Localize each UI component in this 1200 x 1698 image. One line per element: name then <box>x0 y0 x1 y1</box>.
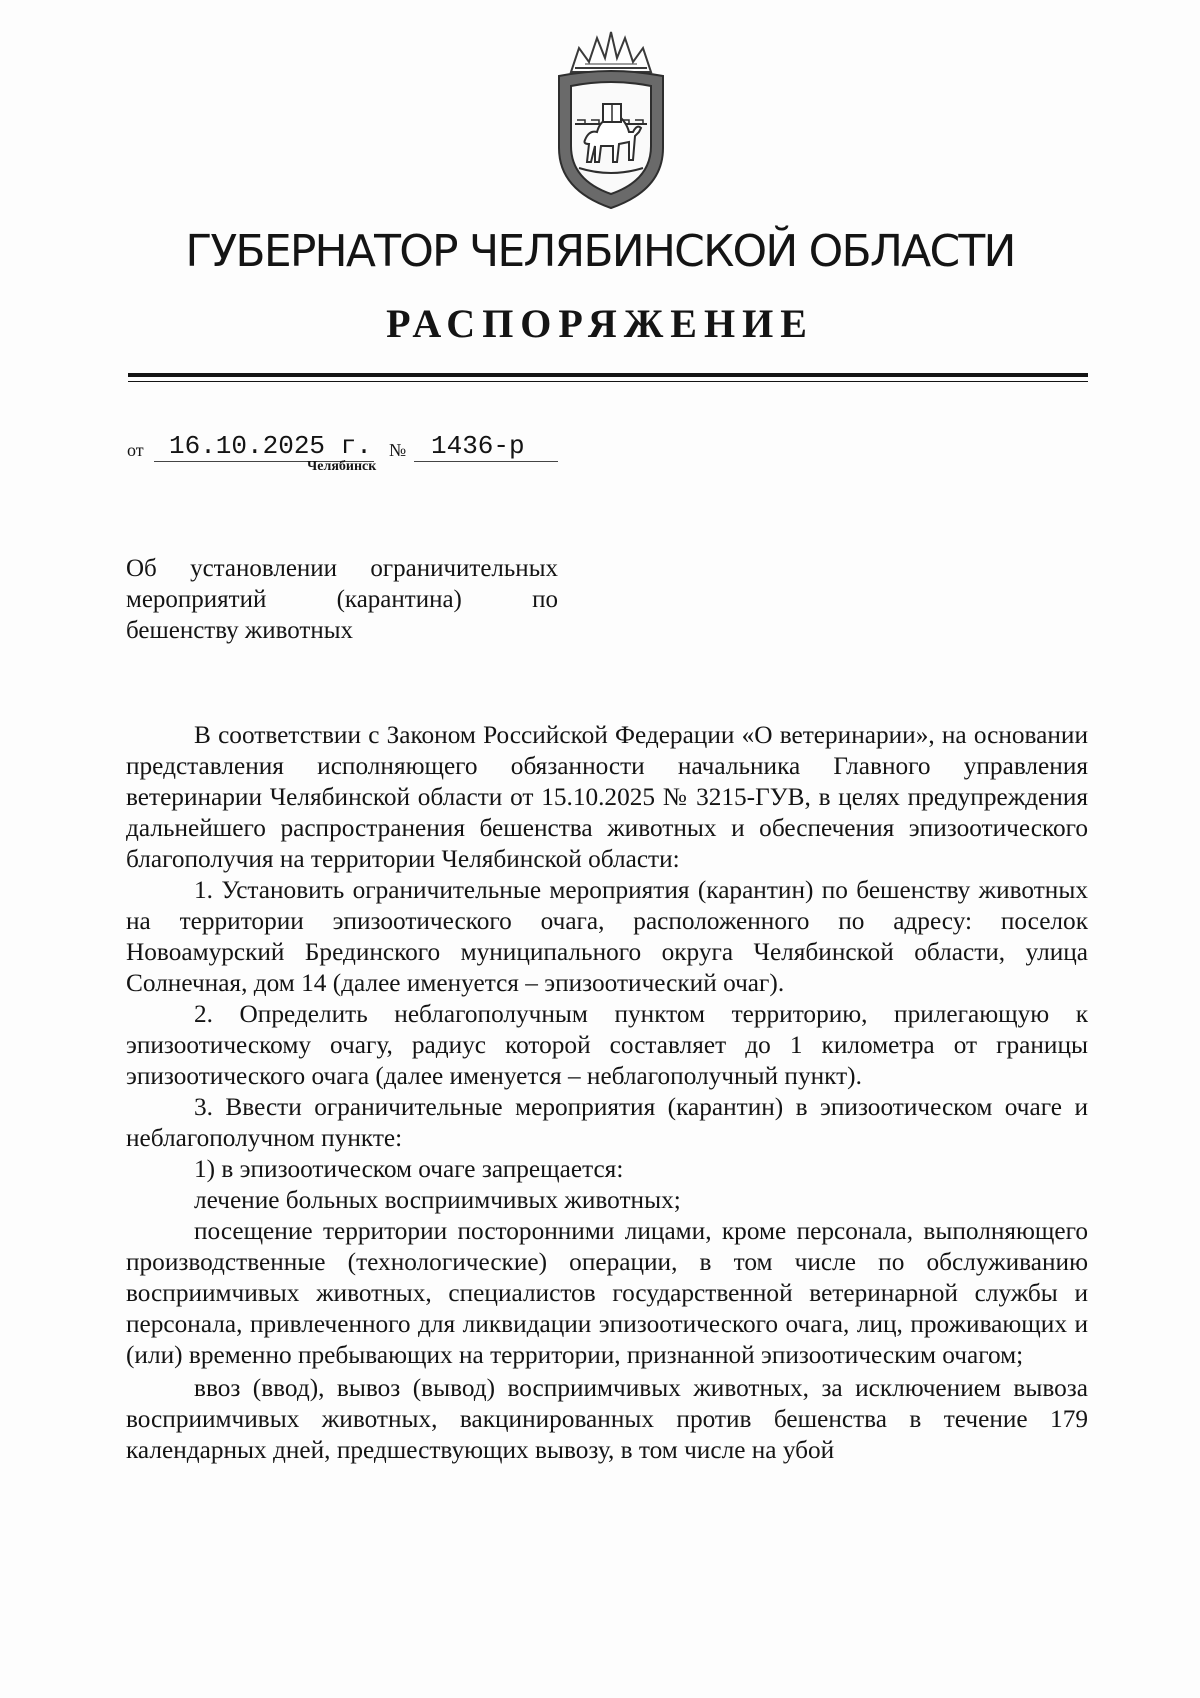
header-rule-thick <box>128 373 1088 377</box>
number-label: № <box>389 440 407 460</box>
document-body <box>126 720 1088 1466</box>
body-paragraph: посещение территории посторонними лицами, кроме персонала, выполняющего производственные (технологические) операции, в том числе по обслуживанию восприимчивых животных, специалистов государственной ветеринарной службы и персонала, привлеченного для ликвидации эпизоотического очага, лиц, проживающих и (или) временно пребывающих на территории, признанной эпизоотическим очагом; <box>126 1217 1088 1369</box>
document-type: РАСПОРЯЖЕНИЕ <box>386 301 814 346</box>
header-rule-thin <box>128 381 1088 382</box>
from-label: от <box>127 440 144 460</box>
chelyabinsk-coat-of-arms-icon <box>541 28 681 214</box>
body-paragraph: 3. Ввести ограничительные мероприятия (карантин) в эпизоотическом очаге и неблагополучном пункте: <box>126 1093 1088 1152</box>
number-underline <box>414 461 558 462</box>
subject-line: бешенству животных <box>126 617 353 644</box>
body-paragraph: 1) в эпизоотическом очаге запрещается: <box>194 1155 624 1183</box>
body-paragraph: 2. Определить неблагополучным пунктом территорию, прилегающую к эпизоотическому очагу, радиус которой составляет до 1 километра от границы эпизоотического очага (далее именуется – неблагополучный пункт). <box>126 1000 1088 1090</box>
document-header-title: ГУБЕРНАТОР ЧЕЛЯБИНСКОЙ ОБЛАСТИ <box>185 226 1015 277</box>
body-paragraph: ввоз (ввод), вывоз (вывод) восприимчивых животных, за исключением вывоза восприимчивых животных, вакцинированных против бешенства в течение 179 календарных дней, предшествующих вывозу, в том числе на убой <box>126 1374 1088 1464</box>
subject-line: мероприятий (карантина) по <box>126 586 558 613</box>
document-subject <box>126 553 558 646</box>
body-paragraph: В соответствии с Законом Российской Федерации «О ветеринарии», на основании представления исполняющего обязанности начальника Главного управления ветеринарии Челябинской области от 15.10.2025 № 3215-ГУВ, в целях предупреждения дальнейшего распространения бешенства животных и обеспечения эпизоотического благополучия на территории Челябинской области: <box>126 721 1088 873</box>
city-label: Челябинск <box>307 459 377 474</box>
document-number: 1436-р <box>431 431 525 461</box>
document-date: 16.10.2025 г. <box>169 431 372 461</box>
body-paragraph: лечение больных восприимчивых животных; <box>194 1186 681 1214</box>
subject-line: Об установлении ограничительных <box>126 555 558 582</box>
body-paragraph: 1. Установить ограничительные мероприятия (карантин) по бешенству животных на территории эпизоотического очага, расположенного по адресу: поселок Новоамурский Брединского муниципального округа Челябинской области, улица Солнечная, дом 14 (далее именуется – эпизоотический очаг). <box>126 876 1088 997</box>
